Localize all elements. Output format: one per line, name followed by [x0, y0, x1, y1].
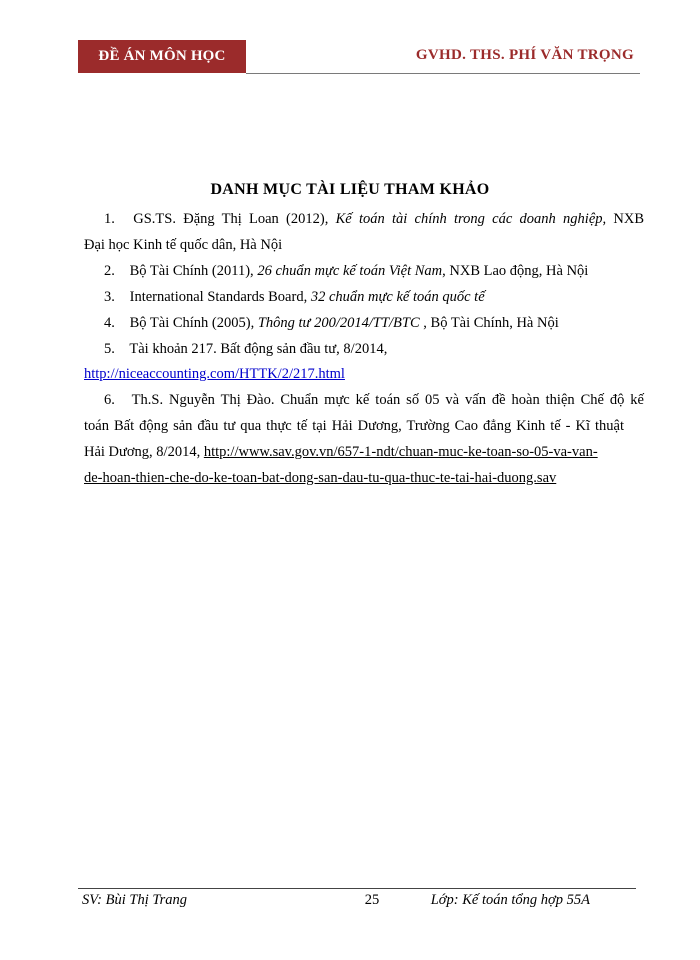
course-label: ĐỀ ÁN MÔN HỌC	[78, 40, 246, 73]
reference-text: NXB	[613, 211, 645, 227]
student-name: SV: Bùi Thị Trang	[82, 892, 188, 908]
reference-text: , NXB Lao động, Hà Nội	[442, 263, 589, 279]
reference-item-6	[84, 392, 644, 409]
reference-item-1-continued	[84, 237, 624, 254]
reference-item-1	[84, 211, 644, 228]
reference-number: 5.	[104, 341, 115, 357]
reference-number: 2.	[104, 263, 115, 279]
reference-link[interactable]: de-hoan-thien-che-do-ke-toan-bat-dong-san-dau-tu-qua-thuc-te-tai-hai-duong.sav	[84, 470, 557, 486]
reference-title: Kế toán tài chính trong các doanh nghiệp,	[335, 211, 607, 227]
page-footer	[82, 892, 632, 914]
reference-number: 1.	[104, 211, 115, 227]
reference-text: Hải Dương, 8/2014,	[84, 444, 201, 460]
header-divider	[246, 73, 640, 74]
reference-item-6-continued	[84, 418, 624, 435]
reference-item-6-continued	[84, 470, 624, 487]
reference-title: 26 chuẩn mực kế toán Việt Nam	[257, 263, 443, 279]
supervisor-label: GVHD. THS. PHÍ VĂN TRỌNG	[415, 47, 634, 63]
reference-item-5	[84, 341, 644, 358]
reference-item-5-continued	[84, 366, 624, 383]
reference-text: Đại học Kinh tế quốc dân, Hà Nội	[84, 237, 283, 253]
reference-text: Tài khoản 217. Bất động sản đầu tư, 8/2014,	[129, 341, 388, 357]
reference-number: 6.	[104, 392, 115, 408]
reference-link[interactable]: http://niceaccounting.com/HTTK/2/217.html	[84, 366, 345, 382]
footer-divider	[78, 888, 636, 889]
reference-number: 3.	[104, 289, 115, 305]
reference-title: Thông tư 200/2014/TT/BTC	[257, 315, 420, 331]
reference-text: GS.TS. Đặng Thị Loan (2012),	[133, 211, 329, 227]
reference-text: toán Bất động sản đầu tư qua thực tế tại Hải Dương, Trường Cao đẳng Kinh tế - Kĩ thuật	[84, 418, 624, 434]
reference-item-6-continued	[84, 444, 624, 461]
reference-text: International Standards Board,	[129, 289, 308, 305]
reference-text: Th.S. Nguyễn Thị Đào. Chuẩn mực kế toán số 05 và vấn đề hoàn thiện Chế độ kế	[131, 392, 644, 408]
reference-title: 32 chuẩn mực kế toán quốc tế	[310, 289, 485, 305]
reference-link[interactable]: http://www.sav.gov.vn/657-1-ndt/chuan-muc-ke-toan-so-05-va-van-	[203, 444, 598, 460]
reference-number: 4.	[104, 315, 115, 331]
page-header	[78, 40, 640, 74]
page-number: 25	[364, 892, 380, 908]
reference-text: , Bộ Tài Chính, Hà Nội	[423, 315, 559, 331]
reference-item-4	[84, 315, 644, 332]
reference-text: Bộ Tài Chính (2005),	[129, 315, 255, 331]
page-title: DANH MỤC TÀI LIỆU THAM KHẢO	[210, 181, 490, 198]
reference-item-2	[84, 263, 644, 280]
reference-text: Bộ Tài Chính (2011),	[129, 263, 254, 279]
reference-item-3	[84, 289, 644, 306]
class-name: Lớp: Kế toán tổng hợp 55A	[430, 892, 590, 908]
